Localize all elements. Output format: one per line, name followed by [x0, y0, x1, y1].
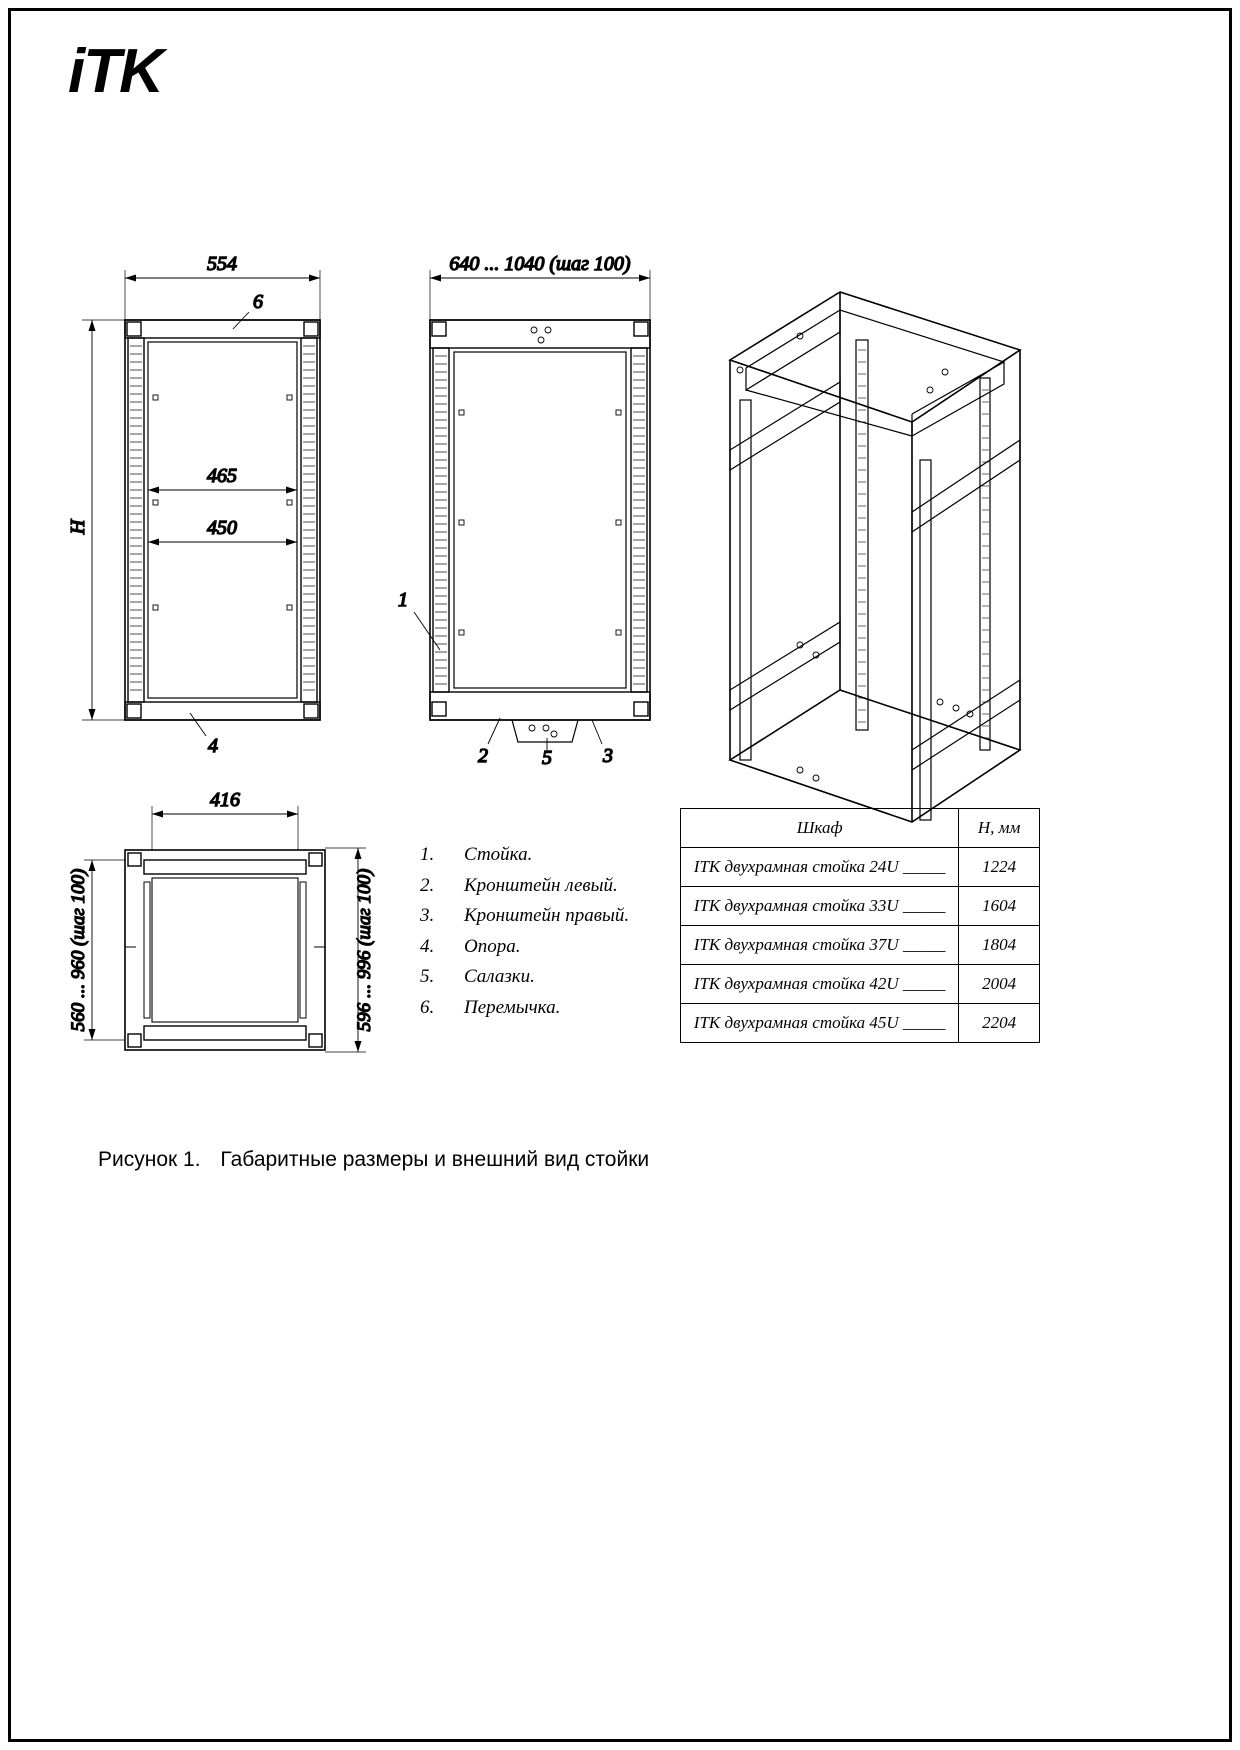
- svg-text:3: 3: [603, 745, 613, 767]
- svg-text:H: H: [67, 519, 89, 535]
- table-header-row: [681, 809, 1040, 848]
- svg-text:450: 450: [207, 517, 237, 539]
- legend-number: 4.: [420, 935, 435, 957]
- legend-label: Салазки.: [464, 966, 535, 987]
- legend-label: Стойка.: [464, 844, 533, 865]
- cell-height: 1604: [959, 887, 1040, 926]
- legend-number: 3.: [420, 905, 435, 926]
- table-row: [681, 887, 1040, 926]
- legend-item: [420, 871, 680, 902]
- legend-label: Кронштейн левый.: [464, 874, 618, 896]
- svg-text:5: 5: [542, 747, 552, 769]
- legend-number: 2.: [420, 874, 435, 896]
- cell-height: 2004: [959, 965, 1040, 1004]
- cell-height: 1224: [959, 848, 1040, 887]
- cell-height: 2204: [959, 1004, 1040, 1043]
- cell-height: 1804: [959, 926, 1040, 965]
- cell-cabinet-name: ITK двухрамная стойка 37U _____: [681, 926, 959, 965]
- cell-cabinet-name: ITK двухрамная стойка 42U _____: [681, 965, 959, 1004]
- svg-text:465: 465: [207, 465, 237, 487]
- legend-label: Перемычка.: [464, 996, 561, 1018]
- specification-table: [680, 808, 1040, 1043]
- svg-text:416: 416: [210, 789, 240, 811]
- svg-text:554: 554: [207, 253, 237, 275]
- header-height: H, мм: [959, 809, 1040, 848]
- cell-cabinet-name: ITK двухрамная стойка 24U _____: [681, 848, 959, 887]
- figure-title: Габаритные размеры и внешний вид стойки: [220, 1148, 650, 1171]
- svg-text:6: 6: [253, 291, 263, 313]
- svg-text:4: 4: [208, 735, 218, 757]
- legend-item: [420, 932, 680, 963]
- table-row: [681, 848, 1040, 887]
- legend-number: 5.: [420, 966, 435, 987]
- parts-legend: [420, 840, 680, 1023]
- table-row: [681, 965, 1040, 1004]
- legend-item: [420, 962, 680, 993]
- legend-number: 6.: [420, 996, 435, 1018]
- svg-text:560 ... 960 (шаг 100): 560 ... 960 (шаг 100): [68, 868, 89, 1032]
- brand-logo: iTK: [68, 37, 162, 106]
- figure-caption: [98, 1148, 649, 1172]
- svg-text:1: 1: [398, 589, 408, 611]
- svg-text:2: 2: [478, 745, 488, 767]
- cell-cabinet-name: ITK двухрамная стойка 45U _____: [681, 1004, 959, 1043]
- legend-label: Кронштейн правый.: [464, 905, 630, 926]
- header-cabinet: Шкаф: [681, 809, 959, 848]
- table-row: [681, 1004, 1040, 1043]
- legend-label: Опора.: [464, 935, 521, 957]
- cell-cabinet-name: ITK двухрамная стойка 33U _____: [681, 887, 959, 926]
- table-row: [681, 926, 1040, 965]
- legend-item: [420, 901, 680, 932]
- legend-item: [420, 993, 680, 1024]
- svg-text:596 ... 996 (шаг 100): 596 ... 996 (шаг 100): [354, 868, 375, 1032]
- legend-item: [420, 840, 680, 871]
- legend-number: 1.: [420, 844, 435, 865]
- figure-number: Рисунок 1.: [98, 1148, 201, 1171]
- svg-text:640 ... 1040 (шаг 100): 640 ... 1040 (шаг 100): [449, 253, 631, 275]
